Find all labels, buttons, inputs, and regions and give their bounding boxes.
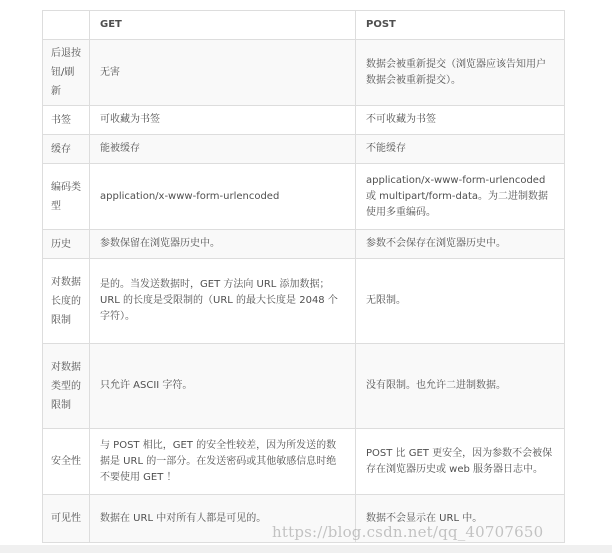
row-get: 与 POST 相比，GET 的安全性较差，因为所发送的数据是 URL 的一部分。在发送密码或其他敏感信息时绝不要使用 GET ！ xyxy=(90,429,356,495)
row-post: POST 比 GET 更安全，因为参数不会被保存在浏览器历史或 web 服务器日志中。 xyxy=(356,429,565,495)
table-row xyxy=(43,259,565,344)
row-post: 参数不会保存在浏览器历史中。 xyxy=(356,230,565,259)
row-get: 无害 xyxy=(90,40,356,106)
row-key: 缓存 xyxy=(43,135,90,164)
header-post: POST xyxy=(356,11,565,40)
row-get: application/x-www-form-urlencoded xyxy=(90,164,356,230)
bottom-bar xyxy=(0,545,612,553)
table-row xyxy=(43,106,565,135)
row-get: 数据在 URL 中对所有人都是可见的。 xyxy=(90,495,356,543)
row-get: 是的。当发送数据时，GET 方法向 URL 添加数据；URL 的长度是受限制的（URL 的最大长度是 2048 个字符）。 xyxy=(90,259,356,344)
row-post: 不可收藏为书签 xyxy=(356,106,565,135)
table-row xyxy=(43,230,565,259)
row-get: 参数保留在浏览器历史中。 xyxy=(90,230,356,259)
row-key: 可见性 xyxy=(43,495,90,543)
row-key: 历史 xyxy=(43,230,90,259)
row-post: 没有限制。也允许二进制数据。 xyxy=(356,344,565,429)
row-post: 无限制。 xyxy=(356,259,565,344)
table-row xyxy=(43,429,565,495)
row-key: 对数据长度的限制 xyxy=(43,259,90,344)
get-post-comparison-table xyxy=(42,10,565,543)
row-key: 编码类型 xyxy=(43,164,90,230)
header-key xyxy=(43,11,90,40)
row-post: 数据不会显示在 URL 中。 xyxy=(356,495,565,543)
table-row xyxy=(43,164,565,230)
row-key: 安全性 xyxy=(43,429,90,495)
row-get: 能被缓存 xyxy=(90,135,356,164)
row-key: 对数据类型的限制 xyxy=(43,344,90,429)
table-row xyxy=(43,40,565,106)
table-row xyxy=(43,135,565,164)
row-get: 只允许 ASCII 字符。 xyxy=(90,344,356,429)
header-get: GET xyxy=(90,11,356,40)
table-header-row xyxy=(43,11,565,40)
row-post: 不能缓存 xyxy=(356,135,565,164)
row-post: 数据会被重新提交（浏览器应该告知用户数据会被重新提交）。 xyxy=(356,40,565,106)
table-row xyxy=(43,344,565,429)
row-post: application/x-www-form-urlencoded 或 multipart/form-data。为二进制数据使用多重编码。 xyxy=(356,164,565,230)
row-get: 可收藏为书签 xyxy=(90,106,356,135)
row-key: 后退按钮/刷新 xyxy=(43,40,90,106)
row-key: 书签 xyxy=(43,106,90,135)
watermark: https://blog.csdn.net/qq_40707650 xyxy=(272,523,544,541)
